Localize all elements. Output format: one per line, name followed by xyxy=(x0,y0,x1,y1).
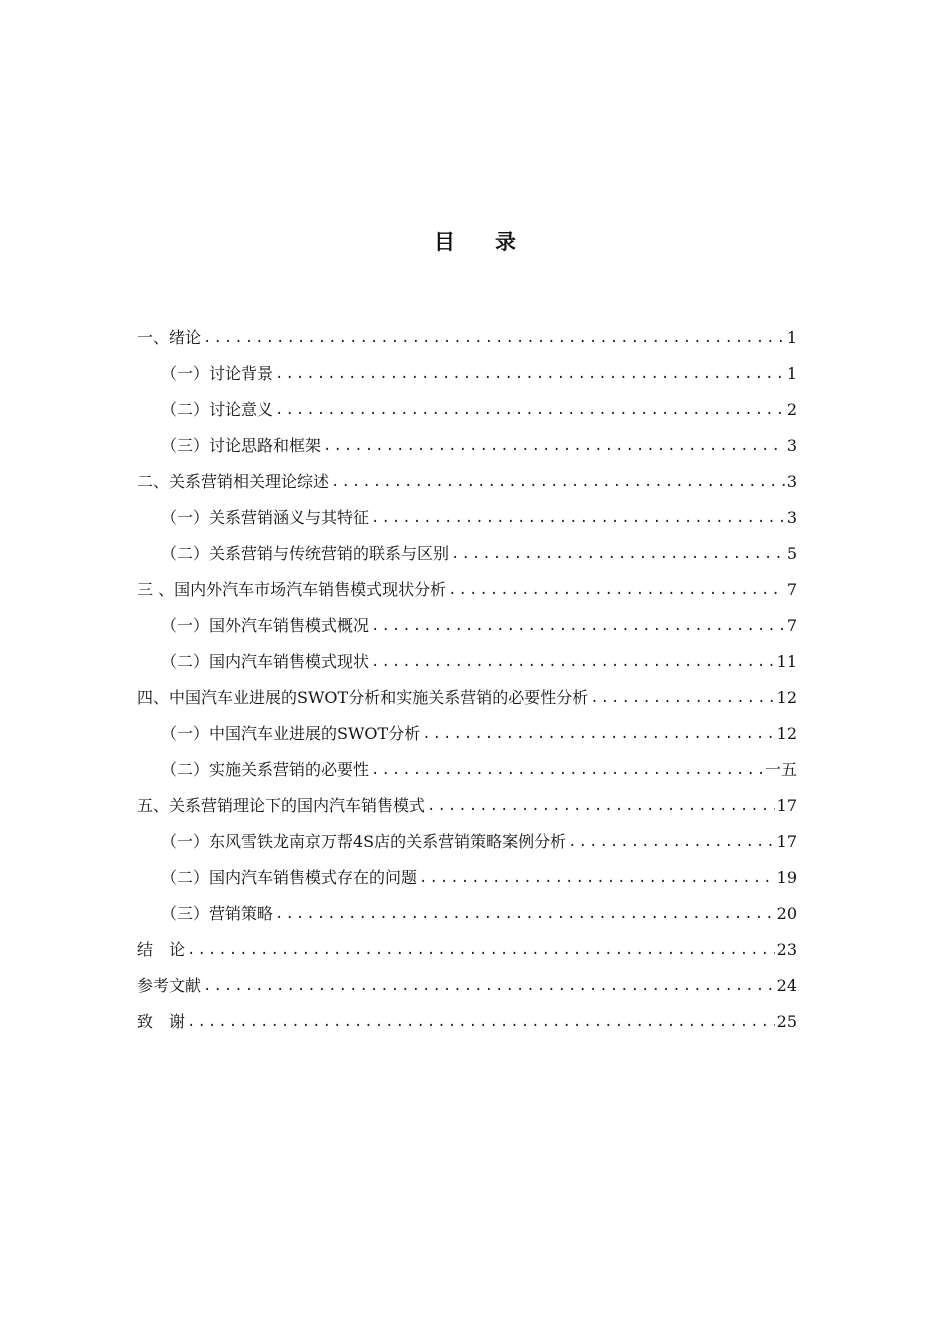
toc-entry xyxy=(137,492,797,528)
toc-leader xyxy=(203,328,785,348)
toc-entry-page: 19 xyxy=(776,868,797,887)
toc-entry-page: 1 xyxy=(786,364,797,383)
toc-entry-page: 17 xyxy=(776,796,797,815)
toc-entry-label: 五、关系营销理论下的国内汽车销售模式 xyxy=(137,796,426,815)
toc-entry xyxy=(137,636,797,672)
toc-entry xyxy=(137,888,797,924)
toc-entry-label: （三）营销策略 xyxy=(161,904,274,923)
toc-entry-page: 12 xyxy=(776,688,797,707)
toc-entry-label: （二）关系营销与传统营销的联系与区别 xyxy=(161,544,450,563)
toc-entry xyxy=(137,924,797,960)
toc-entry-page: 3 xyxy=(786,508,797,527)
toc-list xyxy=(137,312,797,1032)
toc-entry xyxy=(137,384,797,420)
toc-entry xyxy=(137,780,797,816)
toc-entry xyxy=(137,816,797,852)
toc-entry-page: 3 xyxy=(786,436,797,455)
toc-entry-page: 12 xyxy=(776,724,797,743)
toc-entry-label: （二）讨论意义 xyxy=(161,400,274,419)
toc-entry-page: 17 xyxy=(776,832,797,851)
toc-entry-page: 1 xyxy=(786,328,797,347)
toc-entry-page: 11 xyxy=(776,652,797,671)
toc-leader xyxy=(371,652,775,672)
toc-entry-page: 3 xyxy=(786,472,797,491)
toc-entry-page: 24 xyxy=(776,976,797,995)
toc-entry xyxy=(137,960,797,996)
toc-entry xyxy=(137,420,797,456)
toc-entry-page: 23 xyxy=(776,940,797,959)
toc-leader xyxy=(448,580,785,600)
toc-leader xyxy=(323,436,785,456)
toc-entry-label: 四、中国汽车业进展的SWOT分析和实施关系营销的必要性分析 xyxy=(137,688,589,707)
toc-entry xyxy=(137,852,797,888)
toc-leader xyxy=(371,616,785,636)
toc-entry-page: 7 xyxy=(786,580,797,599)
toc-entry xyxy=(137,456,797,492)
toc-entry-label: 一、绪论 xyxy=(137,328,202,347)
toc-entry-label: （一）中国汽车业进展的SWOT分析 xyxy=(161,724,421,743)
toc-leader xyxy=(371,508,785,528)
toc-entry-page: 20 xyxy=(776,904,797,923)
toc-entry-label: 三 、国内外汽车市场汽车销售模式现状分析 xyxy=(137,580,447,599)
toc-entry-page: 5 xyxy=(786,544,797,563)
toc-entry xyxy=(137,600,797,636)
toc-entry-page: 25 xyxy=(776,1012,797,1031)
toc-entry-label: 结 论 xyxy=(137,940,186,959)
toc-title: 目录 xyxy=(434,229,556,254)
toc-leader xyxy=(187,1012,775,1032)
toc-entry-label: （一）东风雪铁龙南京万帮4S店的关系营销策略案例分析 xyxy=(161,832,567,851)
toc-leader xyxy=(275,364,785,384)
toc-leader xyxy=(419,868,775,888)
toc-entry xyxy=(137,564,797,600)
toc-leader xyxy=(371,760,763,780)
toc-entry-label: （一）国外汽车销售模式概况 xyxy=(161,616,370,635)
toc-leader xyxy=(275,904,775,924)
toc-entry xyxy=(137,708,797,744)
toc-leader xyxy=(422,724,774,744)
toc-entry-label: （二）国内汽车销售模式现状 xyxy=(161,652,370,671)
toc-leader xyxy=(331,472,785,492)
toc-entry-label: 参考文献 xyxy=(137,976,202,995)
toc-leader xyxy=(568,832,774,852)
toc-entry xyxy=(137,996,797,1032)
toc-leader xyxy=(590,688,774,708)
toc-entry-label: （二）国内汽车销售模式存在的问题 xyxy=(161,868,418,887)
toc-entry-page: 2 xyxy=(786,400,797,419)
toc-entry xyxy=(137,312,797,348)
toc-leader xyxy=(451,544,785,564)
toc-entry xyxy=(137,348,797,384)
toc-entry-page: 7 xyxy=(786,616,797,635)
toc-entry-label: （二）实施关系营销的必要性 xyxy=(161,760,370,779)
toc-entry-label: （一）讨论背景 xyxy=(161,364,274,383)
toc-leader xyxy=(275,400,785,420)
toc-leader xyxy=(203,976,775,996)
toc-leader xyxy=(427,796,775,816)
toc-entry-page: 一五 xyxy=(764,760,797,779)
toc-entry xyxy=(137,744,797,780)
toc-entry-label: 二、关系营销相关理论综述 xyxy=(137,472,330,491)
toc-entry-label: （一）关系营销涵义与其特征 xyxy=(161,508,370,527)
toc-entry-label: （三）讨论思路和框架 xyxy=(161,436,322,455)
toc-entry-label: 致 谢 xyxy=(137,1012,186,1031)
toc-leader xyxy=(187,940,775,960)
toc-entry xyxy=(137,528,797,564)
toc-entry xyxy=(137,672,797,708)
